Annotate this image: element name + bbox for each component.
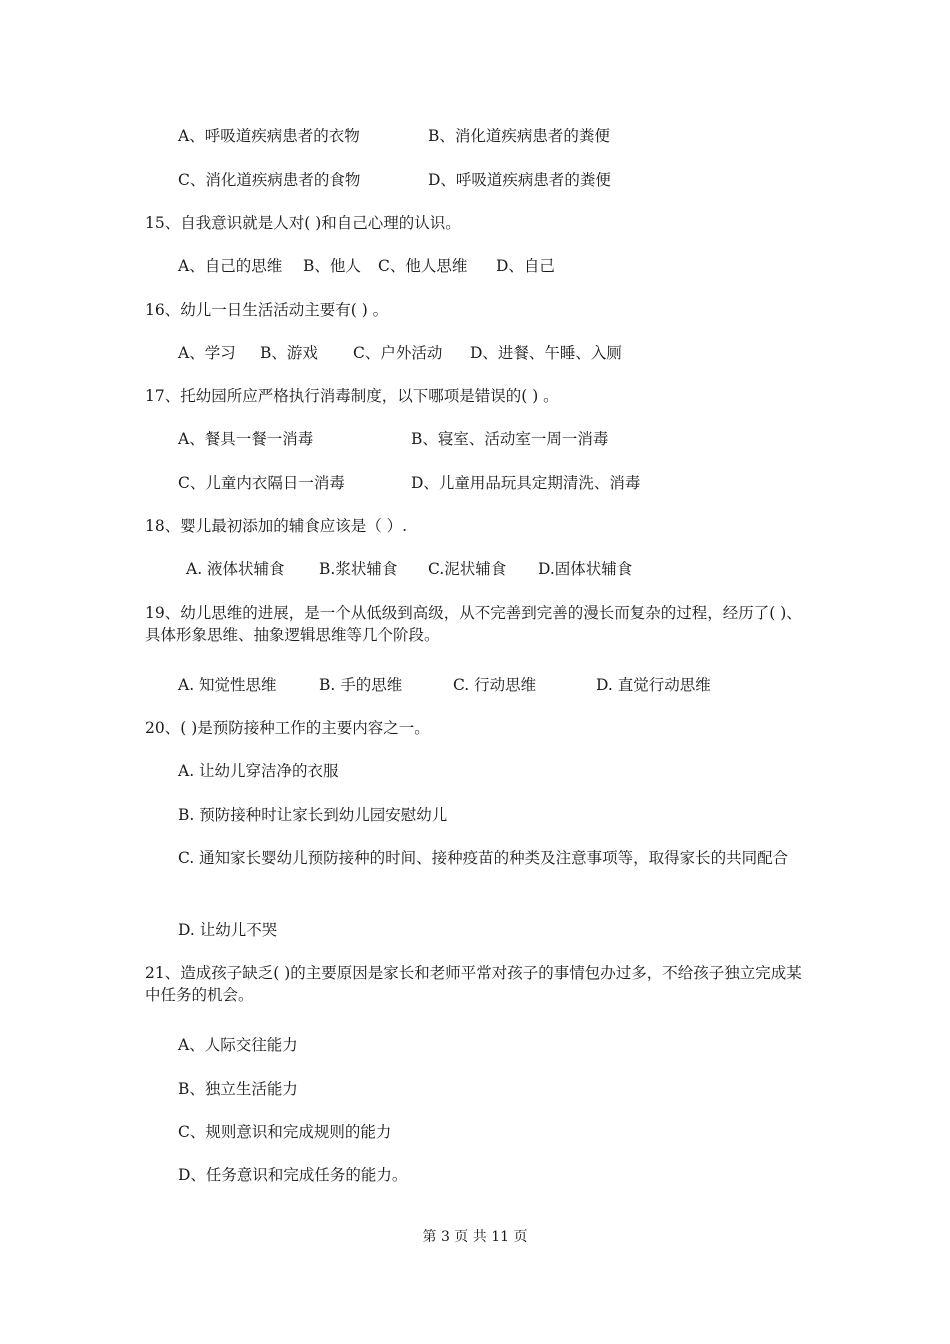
q21-option-b: B、独立生活能力 <box>178 1080 298 1098</box>
q18-option-d: D.固体状辅食 <box>538 560 633 578</box>
q15-stem: 15、自我意识就是人对( )和自己心理的认识。 <box>145 214 461 232</box>
q20-stem: 20、( )是预防接种工作的主要内容之一。 <box>145 719 430 737</box>
q20-option-d: D. 让幼儿不哭 <box>178 921 278 939</box>
q17-option-d: D、儿童用品玩具定期清洗、消毒 <box>411 474 641 492</box>
q14-option-c: C、消化道疾病患者的食物 <box>178 171 361 189</box>
q20-option-c: C. 通知家长婴幼儿预防接种的时间、接种疫苗的种类及注意事项等，取得家长的共同配合 <box>178 849 789 867</box>
q18-option-c: C.泥状辅食 <box>428 560 507 578</box>
q21-stem: 21、造成孩子缺乏( )的主要原因是家长和老师平常对孩子的事情包办过多，不给孩子独立完成某中任务的机会。 <box>145 964 802 1004</box>
q15-option-a: A、自己的思维 <box>178 257 283 275</box>
q20-option-b: B. 预防接种时让家长到幼儿园安慰幼儿 <box>178 806 448 824</box>
q18-option-b: B.浆状辅食 <box>319 560 398 578</box>
q17-option-b: B、寝室、活动室一周一消毒 <box>411 430 609 448</box>
q17-option-a: A、餐具一餐一消毒 <box>178 430 314 448</box>
q16-option-b: B、游戏 <box>260 344 318 362</box>
q16-stem: 16、幼儿一日生活活动主要有( ) 。 <box>145 301 389 319</box>
q21-option-d: D、任务意识和完成任务的能力。 <box>178 1166 408 1184</box>
q21-option-c: C、规则意识和完成规则的能力 <box>178 1123 392 1141</box>
q16-option-d: D、进餐、午睡、入厕 <box>470 344 622 362</box>
q19-option-d: D. 直觉行动思维 <box>596 676 711 694</box>
q17-stem: 17、托幼园所应严格执行消毒制度，以下哪项是错误的( ) 。 <box>145 387 559 405</box>
q17-option-c: C、儿童内衣隔日一消毒 <box>178 474 345 492</box>
q21-option-a: A、人际交往能力 <box>178 1036 298 1054</box>
page-footer: 第 3 页 共 11 页 <box>422 1229 528 1245</box>
q19-option-a: A. 知觉性思维 <box>178 676 277 694</box>
q15-option-d: D、自己 <box>496 257 555 275</box>
q14-option-a: A、呼吸道疾病患者的衣物 <box>178 127 360 145</box>
q14-option-b: B、消化道疾病患者的粪便 <box>428 127 610 145</box>
q16-option-c: C、户外活动 <box>353 344 443 362</box>
q14-option-d: D、呼吸道疾病患者的粪便 <box>428 171 611 189</box>
q19-stem: 19、幼儿思维的进展，是一个从低级到高级，从不完善到完善的漫长而复杂的过程，经历了( )、具体形象思维、抽象逻辑思维等几个阶段。 <box>145 604 802 644</box>
q15-option-b: B、他人 <box>303 257 361 275</box>
q15-option-c: C、他人思维 <box>378 257 468 275</box>
q16-option-a: A、学习 <box>178 344 236 362</box>
q20-option-a: A. 让幼儿穿洁净的衣服 <box>178 762 339 780</box>
q18-option-a: A. 液体状辅食 <box>186 560 285 578</box>
q18-stem: 18、婴儿最初添加的辅食应该是（ ）. <box>145 517 408 535</box>
q19-option-b: B. 手的思维 <box>319 676 403 694</box>
q19-option-c: C. 行动思维 <box>453 676 537 694</box>
